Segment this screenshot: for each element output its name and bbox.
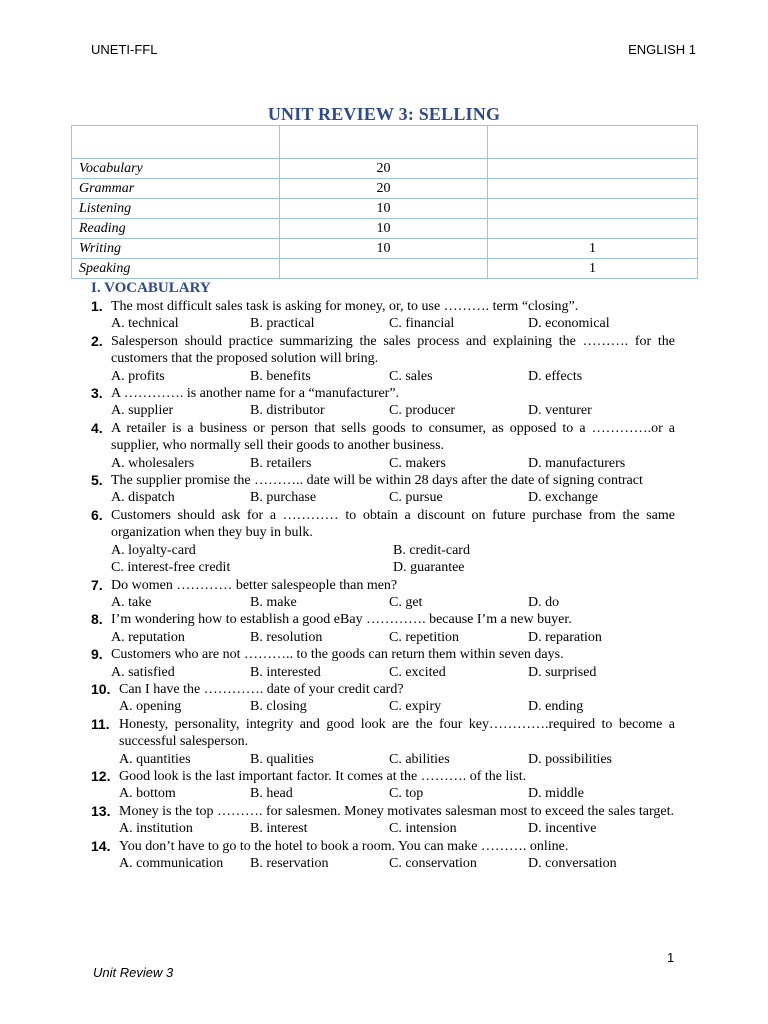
answer-option: A. loyalty-card <box>111 542 196 558</box>
table-cell: 10 <box>280 199 488 219</box>
table-row <box>72 179 698 199</box>
question-text: The supplier promise the ……….. date will be within 28 days after the date of signing contract <box>111 473 643 489</box>
answer-option: C. get <box>389 594 423 610</box>
answer-option: C. pursue <box>389 490 443 506</box>
answer-option: B. closing <box>250 699 307 715</box>
answer-options <box>111 594 675 611</box>
answer-option: D. middle <box>528 786 584 802</box>
table-cell: Speaking <box>72 259 280 279</box>
answer-option: B. interest <box>250 821 308 837</box>
answer-options <box>111 559 675 576</box>
question-number: 2. <box>91 332 103 349</box>
question-item <box>91 298 675 333</box>
answer-option: A. supplier <box>111 403 174 419</box>
answer-option: A. dispatch <box>111 490 175 506</box>
question-number: 3. <box>91 385 103 402</box>
footer-text: Unit Review 3 <box>93 965 174 980</box>
question-text: A retailer is a business or person that sells goods to consumer, as opposed to a ………….or a supplier, who normally sell their goods to another business. <box>111 420 675 454</box>
answer-options <box>111 629 675 646</box>
answer-option: A. take <box>111 594 152 610</box>
question-number: 8. <box>91 611 103 628</box>
answer-options <box>111 542 675 559</box>
table-row <box>72 219 698 239</box>
answer-option: D. venturer <box>528 403 592 419</box>
question-number: 11. <box>91 715 110 732</box>
answer-option: D. manufacturers <box>528 455 626 471</box>
answer-option: D. possibilities <box>528 751 613 767</box>
answer-options <box>111 455 675 472</box>
answer-options <box>111 785 675 802</box>
question-item <box>91 385 675 420</box>
table-cell <box>488 199 698 219</box>
answer-option: B. reservation <box>250 856 329 871</box>
score-table <box>71 125 698 279</box>
question-number: 7. <box>91 576 103 593</box>
answer-option: A. satisfied <box>111 664 175 680</box>
answer-option: C. conservation <box>389 856 477 871</box>
answer-options <box>111 698 675 715</box>
answer-options <box>111 368 675 385</box>
answer-option: D. incentive <box>528 821 597 837</box>
answer-option: A. profits <box>111 368 165 384</box>
table-row <box>72 239 698 259</box>
question-item <box>91 838 675 873</box>
answer-option: C. producer <box>389 403 456 419</box>
table-cell <box>488 179 698 199</box>
answer-options <box>111 820 675 837</box>
question-item <box>91 333 675 385</box>
answer-options <box>111 402 675 419</box>
question-text: Honesty, personality, integrity and good look are the four key………….required to become a successful salesperson. <box>119 716 675 750</box>
answer-options <box>111 664 675 681</box>
table-cell <box>280 259 488 279</box>
question-item <box>91 420 675 472</box>
table-row <box>72 126 698 159</box>
answer-option: C. abilities <box>389 751 450 767</box>
answer-options <box>111 855 675 872</box>
table-row <box>72 259 698 279</box>
question-number: 13. <box>91 802 111 819</box>
question-text: Customers who are not ……….. to the goods can return them within seven days. <box>111 647 564 663</box>
question-item <box>91 646 675 681</box>
question-text: I’m wondering how to establish a good eBay …………. because I’m a new buyer. <box>111 612 572 628</box>
table-cell: 20 <box>280 179 488 199</box>
question-text: A …………. is another name for a “manufacturer”. <box>111 386 400 402</box>
answer-option: B. head <box>250 786 293 802</box>
table-cell <box>488 126 698 159</box>
answer-option: D. reparation <box>528 629 602 645</box>
question-number: 12. <box>91 767 111 784</box>
answer-option: B. make <box>250 594 297 610</box>
table-cell: Listening <box>72 199 280 219</box>
answer-option: B. distributor <box>250 403 325 419</box>
question-text: You don’t have to go to the hotel to book a room. You can make ………. online. <box>119 838 569 854</box>
table-row <box>72 159 698 179</box>
question-number: 10. <box>91 680 111 697</box>
table-cell <box>280 126 488 159</box>
answer-options <box>111 751 675 768</box>
answer-option: B. retailers <box>250 455 312 471</box>
question-item <box>91 611 675 646</box>
table-cell: 10 <box>280 219 488 239</box>
answer-option: B. interested <box>250 664 321 680</box>
question-number: 9. <box>91 646 103 663</box>
question-text: Can I have the …………. date of your credit card? <box>119 681 404 697</box>
question-item <box>91 768 675 803</box>
question-text: Customers should ask for a ………… to obtain a discount on future purchase from the same organization when they buy in bulk. <box>111 507 675 541</box>
answer-option: A. reputation <box>111 629 185 645</box>
answer-options <box>111 315 675 332</box>
answer-option: D. surprised <box>528 664 597 680</box>
question-text: Money is the top ………. for salesmen. Money motivates salesman most to exceed the sales target. <box>119 803 674 819</box>
question-number: 5. <box>91 472 103 489</box>
answer-option: D. ending <box>528 699 584 715</box>
answer-options <box>111 489 675 506</box>
answer-option: B. qualities <box>250 751 314 767</box>
answer-option: C. top <box>389 786 424 802</box>
answer-option: D. do <box>528 594 560 610</box>
question-number: 4. <box>91 419 103 436</box>
question-number: 6. <box>91 506 103 523</box>
answer-option: C. interest-free credit <box>111 560 231 576</box>
answer-option: C. intension <box>389 821 457 837</box>
table-cell <box>488 159 698 179</box>
answer-option: B. practical <box>250 316 315 332</box>
table-cell: Reading <box>72 219 280 239</box>
table-row <box>72 199 698 219</box>
answer-option: C. repetition <box>389 629 459 645</box>
answer-option: B. credit-card <box>393 542 470 558</box>
page-number: 1 <box>667 950 675 965</box>
table-cell: 1 <box>488 259 698 279</box>
table-cell: Writing <box>72 239 280 259</box>
answer-option: A. wholesalers <box>111 455 195 471</box>
answer-option: B. resolution <box>250 629 323 645</box>
table-cell: 10 <box>280 239 488 259</box>
answer-option: C. sales <box>389 368 433 384</box>
answer-option: C. excited <box>389 664 446 680</box>
answer-option: B. purchase <box>250 490 317 506</box>
question-text: The most difficult sales task is asking for money, or, to use ………. term “closing”. <box>111 299 579 314</box>
answer-option: C. financial <box>389 316 455 332</box>
question-item <box>91 803 675 838</box>
question-item <box>91 472 675 507</box>
question-number: 1. <box>91 298 103 314</box>
answer-option: C. makers <box>389 455 446 471</box>
question-item <box>91 716 675 768</box>
table-cell: Vocabulary <box>72 159 280 179</box>
answer-option: C. expiry <box>389 699 442 715</box>
question-item <box>91 681 675 716</box>
answer-option: A. opening <box>119 699 182 715</box>
question-text: Good look is the last important factor. It comes at the ………. of the list. <box>119 768 527 784</box>
answer-option: D. exchange <box>528 490 598 506</box>
answer-option: A. communication <box>119 856 224 871</box>
answer-option: A. institution <box>119 821 193 837</box>
table-cell: 1 <box>488 239 698 259</box>
answer-option: D. conversation <box>528 856 617 871</box>
table-cell: Grammar <box>72 179 280 199</box>
answer-option: A. technical <box>111 316 179 332</box>
question-item <box>91 507 675 577</box>
question-text: Do women ………… better salespeople than men? <box>111 577 398 593</box>
answer-option: D. guarantee <box>393 560 465 576</box>
table-cell: 20 <box>280 159 488 179</box>
page-title: UNIT REVIEW 3: SELLING <box>267 104 501 124</box>
answer-option: B. benefits <box>250 368 311 384</box>
header-left: UNETI-FFL <box>91 42 158 57</box>
table-cell <box>488 219 698 239</box>
answer-option: D. economical <box>528 316 610 332</box>
answer-option: D. effects <box>528 368 583 384</box>
question-number: 14. <box>91 837 111 854</box>
section-title: I. VOCABULARY <box>91 280 211 296</box>
table-cell <box>72 126 280 159</box>
question-text: Salesperson should practice summarizing the sales process and explaining the ………. for the customers that the proposed solution will bring. <box>111 333 675 367</box>
header-right: ENGLISH 1 <box>628 42 696 57</box>
question-item <box>91 577 675 612</box>
answer-option: A. quantities <box>119 751 191 767</box>
question-list <box>91 298 675 872</box>
answer-option: A. bottom <box>119 786 176 802</box>
